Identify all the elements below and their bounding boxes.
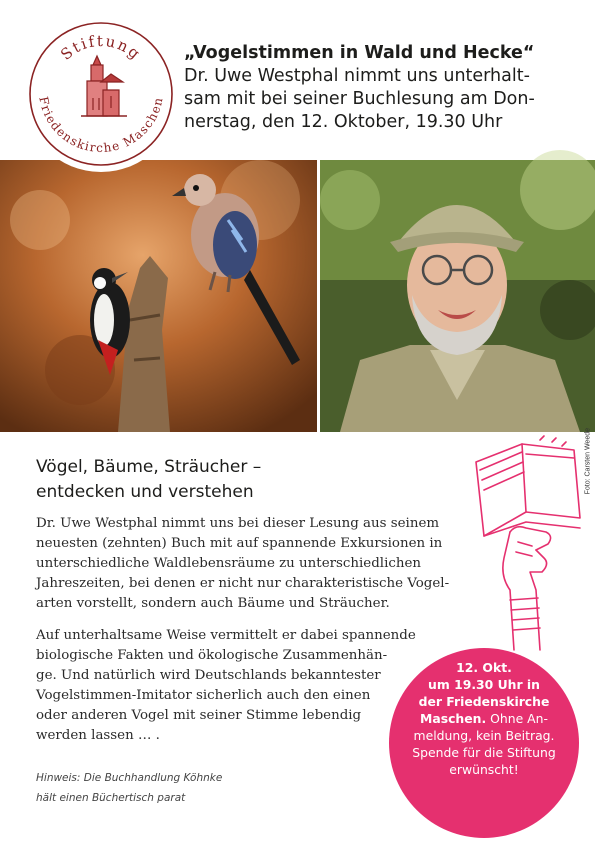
- author-photo: [320, 160, 595, 495]
- jay-and-woodpecker-photo: [0, 160, 317, 432]
- headline-line-2: sam mit bei seiner Buchlesung am Don-: [184, 89, 535, 109]
- event-title: „Vogelstimmen in Wald und Hecke“: [184, 43, 535, 63]
- badge-time: um 19.30 Uhr in: [428, 677, 540, 692]
- note-line-1: Hinweis: Die Buchhandlung Köhnke: [36, 772, 223, 784]
- headline-line-1: Dr. Uwe Westphal nimmt uns unterhalt-: [184, 66, 530, 86]
- p1-line: Dr. Uwe Westphal nimmt uns bei dieser Lesung aus seinem: [36, 516, 440, 531]
- church-icon: [27, 20, 175, 168]
- badge-venue-2: Maschen.: [420, 711, 487, 726]
- badge-venue: der Friedenskirche: [418, 694, 550, 709]
- badge-text-4: erwünscht!: [449, 762, 519, 777]
- p2-line: oder anderen Vogel mit seiner Stimme lebendig: [36, 708, 362, 723]
- p2-line: biologische Fakten und ökologische Zusammenhän-: [36, 648, 388, 663]
- bookstore-note: [36, 768, 296, 808]
- p2-line: werden lassen … .: [36, 728, 160, 743]
- p1-line: arten vorstellt, sondern auch Bäume und Sträucher.: [36, 596, 390, 611]
- section-title-line-2: entdecken und verstehen: [36, 482, 254, 502]
- p1-line: unterschiedliche Waldlebensräume zu unterschiedlichen: [36, 556, 422, 571]
- headline-line-3: nerstag, den 12. Oktober, 19.30 Uhr: [184, 112, 503, 132]
- badge-text-3: Spende für die Stiftung: [412, 745, 556, 760]
- foundation-logo: [27, 20, 175, 168]
- badge-text-1: Ohne An-: [490, 711, 548, 726]
- logo-ring-bottom: Friedenskirche Maschen: [36, 95, 166, 156]
- section-title-line-1: Vögel, Bäume, Sträucher –: [36, 457, 262, 477]
- badge-text-2: meldung, kein Beitrag.: [413, 728, 555, 743]
- note-line-2: hält einen Büchertisch parat: [36, 792, 186, 804]
- p2-line: Vogelstimmen-Imitator sicherlich auch den einen: [36, 688, 371, 703]
- birds-photo: [0, 160, 317, 432]
- p2-line: Auf unterhaltsame Weise vermittelt er dabei spannende: [36, 628, 416, 643]
- p1-line: Jahreszeiten, bei denen er nicht nur charakteristische Vogel-: [36, 576, 450, 591]
- event-info-badge: [389, 648, 579, 838]
- p1-line: neuesten (zehnten) Buch mit auf spannende Exkursionen in: [36, 536, 443, 551]
- badge-date: 12. Okt.: [456, 660, 512, 675]
- event-headline: [184, 42, 584, 134]
- section-title: [36, 455, 336, 505]
- logo-ring-top: Stiftung: [57, 31, 145, 64]
- photo-credit: Foto: Carsten Weede: [584, 428, 591, 495]
- p2-line: ge. Und natürlich wird Deutschlands bekanntester: [36, 668, 381, 683]
- author-portrait-photo: [320, 160, 595, 432]
- paragraph-1: [36, 514, 476, 614]
- hand-holding-book-icon: [470, 440, 588, 655]
